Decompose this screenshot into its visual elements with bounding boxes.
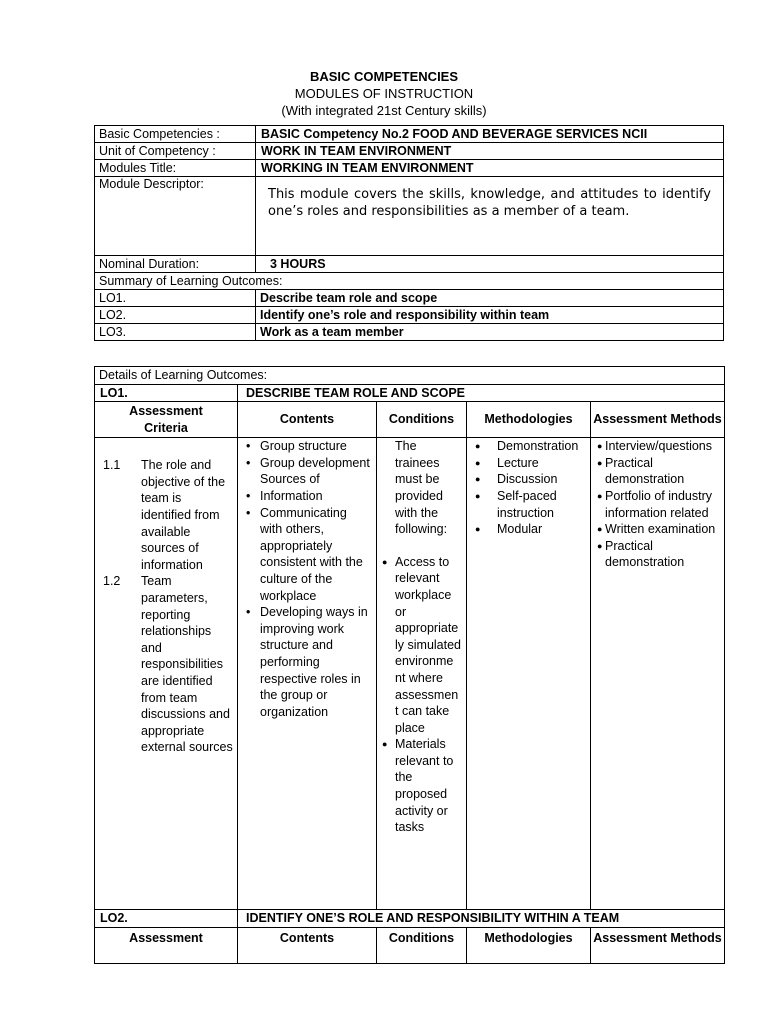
conditions-intro: The trainees must be provided with the following: [395,439,448,537]
basic-competencies-label: Basic Competencies : [95,126,256,143]
lo1-code: LO1. [95,384,238,402]
learning-outcomes-table [94,366,725,964]
col-methodologies: Methodologies [467,402,591,438]
lo1-title: DESCRIBE TEAM ROLE AND SCOPE [238,384,725,402]
col-conditions: Conditions [377,402,467,438]
list-item: ● Lecture [473,455,586,472]
document-subtitle: MODULES OF INSTRUCTION [294,86,474,101]
lo2-col-assessment: Assessment [95,927,238,963]
col-assessment-criteria: Assessment Criteria [95,402,238,438]
module-title-value: WORKING IN TEAM ENVIRONMENT [256,160,724,177]
criteria-item: 1.2 Team parameters, reporting relationships and responsibilities are identified from team discussions and appropriate external sources [103,574,233,755]
conditions-list [382,554,462,836]
methodologies-cell [467,438,591,910]
col-assessment-methods: Assessment Methods [591,402,725,438]
list-item: • Communicating with others, appropriately consistent with the culture of the workplace [242,505,372,605]
unit-label: Unit of Competency : [95,143,256,160]
lo2-col-conditions: Conditions [377,927,467,963]
descriptor-label: Module Descriptor: [95,177,256,256]
methodologies-list [473,438,586,538]
outcome-text: Describe team role and scope [256,290,724,307]
list-item: ● Discussion [473,471,586,488]
list-item: ● Self-paced instruction [473,488,586,521]
list-item: ● Access to relevant workplace or appropriate ly simulated environme nt where assessmen t can take place [382,554,462,737]
unit-value: WORK IN TEAM ENVIRONMENT [256,143,724,160]
list-item: ● Written examination [595,521,720,538]
contents-list [242,438,372,720]
lo2-col-methodologies: Methodologies [467,927,591,963]
document-title: BASIC COMPETENCIES [309,69,459,84]
list-item: ● Interview/questions [595,438,720,455]
details-label: Details of Learning Outcomes: [95,367,725,385]
descriptor-cell [256,177,724,256]
module-info-table [94,125,724,341]
list-item: ● Practical demonstration [595,455,720,488]
outcome-code: LO2. [95,307,256,324]
summary-label: Summary of Learning Outcomes: [95,273,724,290]
criteria-cell [95,438,238,910]
outcome-code: LO1. [95,290,256,307]
list-item: • Information [242,488,372,505]
list-item: ● Portfolio of industry information related [595,488,720,521]
col-contents: Contents [238,402,377,438]
list-item: ● Materials relevant to the proposed activity or tasks [382,736,462,836]
criteria-item: 1.1 The role and objective of the team is identified from available sources of information [103,458,226,572]
list-item: • Developing ways in improving work structure and performing respective roles in the group or organization [242,604,372,720]
list-item: • Group structure [242,438,372,455]
list-item: • Group development Sources of [242,455,372,488]
list-item: ● Demonstration [473,438,586,455]
conditions-cell [377,438,467,910]
lo2-title: IDENTIFY ONE’S ROLE AND RESPONSIBILITY WITHIN A TEAM [238,910,725,928]
duration-value: 3 HOURS [256,256,724,273]
outcome-code: LO3. [95,324,256,341]
lo2-col-assessment-methods: Assessment Methods [591,927,725,963]
outcome-text: Identify one’s role and responsibility within team [256,307,724,324]
basic-competencies-value: BASIC Competency No.2 FOOD AND BEVERAGE SERVICES NCII [256,126,724,143]
module-title-label: Modules Title: [95,160,256,177]
duration-label: Nominal Duration: [95,256,256,273]
lo2-col-contents: Contents [238,927,377,963]
list-item: ● Practical demonstration [595,538,720,571]
list-item: ● Modular [473,521,586,538]
document-note: (With integrated 21st Century skills) [281,103,487,118]
outcome-text: Work as a team member [256,324,724,341]
assessment-methods-list [595,438,720,571]
lo2-code: LO2. [95,910,238,928]
contents-cell [238,438,377,910]
assessment-methods-cell [591,438,725,910]
descriptor-text: This module covers the skills, knowledge, and attitudes to identify one’s roles and responsibilities as a member of a team. [268,187,711,219]
